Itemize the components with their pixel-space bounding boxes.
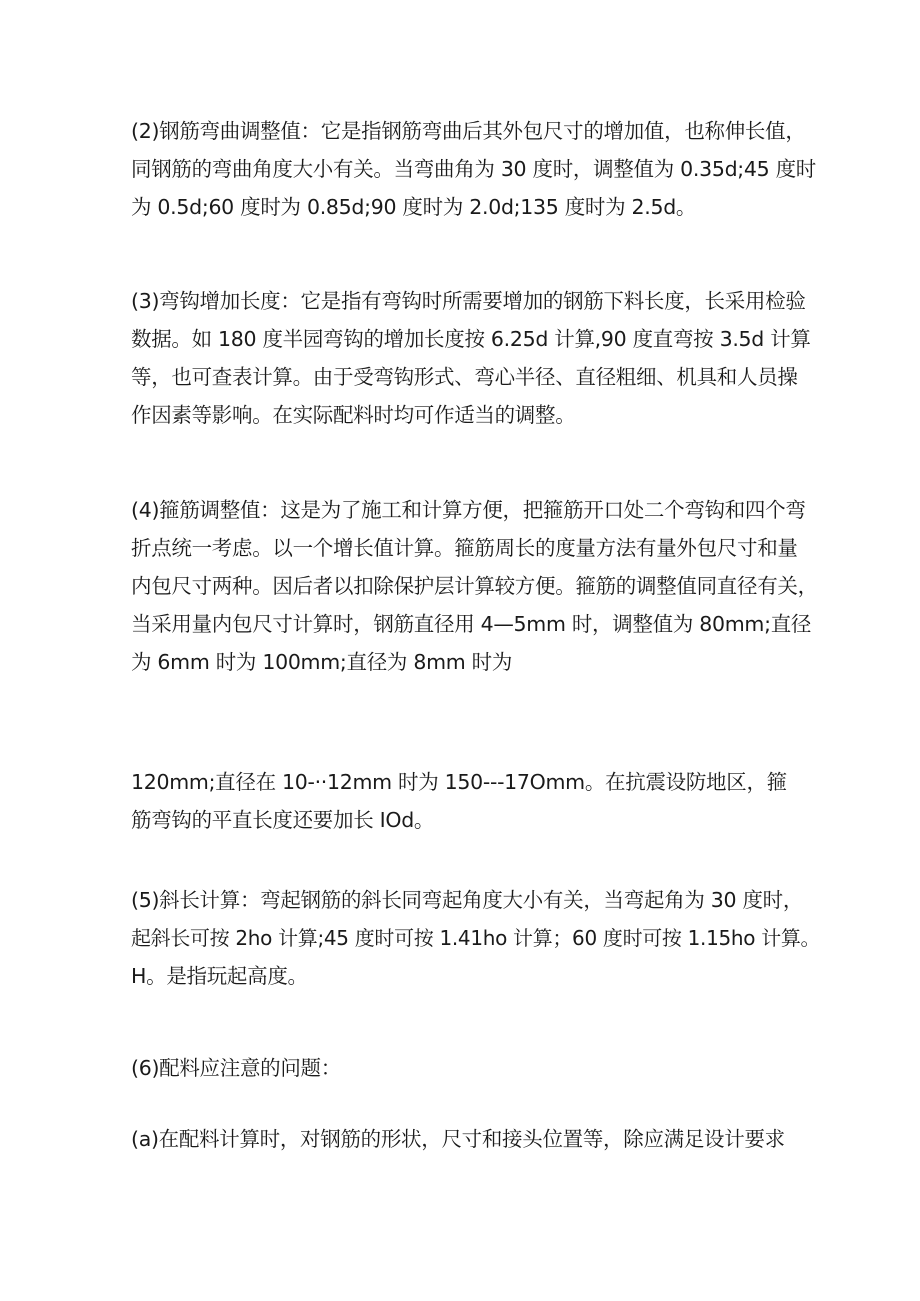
text-line: (6)配料应注意的问题： <box>131 1056 341 1080</box>
text-line: 为 0.5d;60 度时为 0.85d;90 度时为 2.0d;135 度时为 2.5d。 <box>131 195 697 219</box>
paragraph-batching-notes-heading <box>131 1049 811 1087</box>
text-line: (3)弯钩增加长度：它是指有弯钩时所需要增加的钢筋下料长度，长采用检验 <box>131 289 806 313</box>
text-line: 内包尺寸两种。因后者以扣除保护层计算较方便。箍筋的调整值同直径有关， <box>131 574 818 598</box>
text-line: 作因素等影响。在实际配料时均可作适当的调整。 <box>131 403 576 427</box>
text-line: 同钢筋的弯曲角度大小有关。当弯曲角为 30 度时，调整值为 0.35d;45 度时 <box>131 157 816 181</box>
paragraph-hook-length <box>131 282 811 434</box>
text-line: (4)箍筋调整值：这是为了施工和计算方便，把箍筋开口处二个弯钩和四个弯 <box>131 498 806 522</box>
text-line: 等，也可查表计算。由于受弯钩形式、弯心半径、直径粗细、机具和人员操 <box>131 365 798 389</box>
paragraph-stirrup-continued <box>131 763 811 839</box>
text-line: 起斜长可按 2ho 计算;45 度时可按 1.41ho 计算；60 度时可按 1.15ho 计算。 <box>131 926 821 950</box>
text-line: 筋弯钩的平直长度还要加长 IOd。 <box>131 808 435 832</box>
paragraph-bend-adjustment <box>131 112 816 226</box>
text-line: 为 6mm 时为 100mm;直径为 8mm 时为 <box>131 650 513 674</box>
text-line: H。是指玩起高度。 <box>131 964 308 988</box>
text-line: (2)钢筋弯曲调整值：它是指钢筋弯曲后其外包尺寸的增加值，也称伸长值， <box>131 119 806 143</box>
text-line: 数据。如 180 度半园弯钩的增加长度按 6.25d 计算,90 度直弯按 3.5d 计算 <box>131 327 811 351</box>
paragraph-stirrup-adjustment <box>131 491 818 681</box>
text-line: 120mm;直径在 10-··12mm 时为 150---17Omm。在抗震设防地区，箍 <box>131 770 787 794</box>
text-line: (5)斜长计算：弯起钢筋的斜长同弯起角度大小有关，当弯起角为 30 度时， <box>131 888 804 912</box>
text-line: 折点统一考虑。以一个增长值计算。箍筋周长的度量方法有量外包尺寸和量 <box>131 536 798 560</box>
text-line: 当采用量内包尺寸计算时，钢筋直径用 4—5mm 时，调整值为 80mm;直径 <box>131 612 812 636</box>
paragraph-slope-length <box>131 881 821 995</box>
paragraph-batching-note-a <box>131 1120 811 1158</box>
text-line: (a)在配料计算时，对钢筋的形状，尺寸和接头位置等，除应满足设计要求 <box>131 1127 785 1151</box>
